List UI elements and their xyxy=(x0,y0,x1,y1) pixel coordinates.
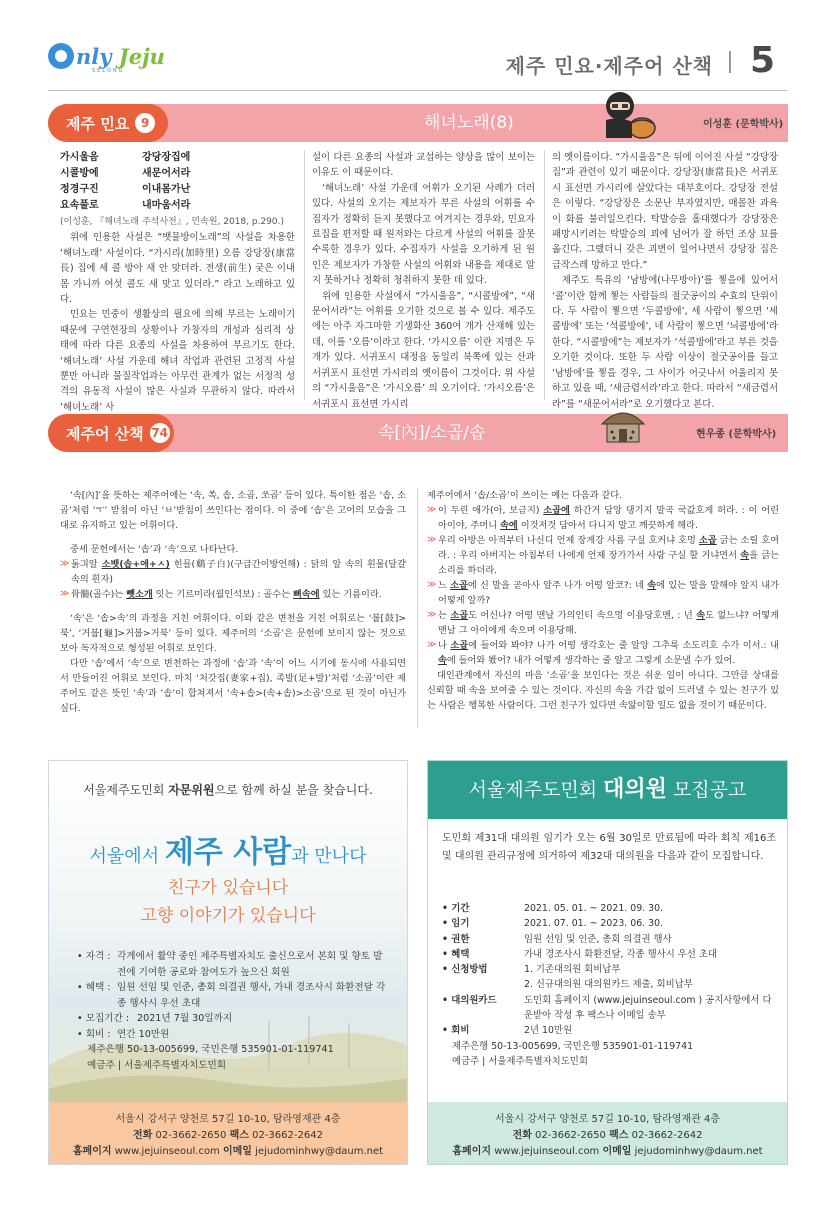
paragraph: 대인관계에서 자신의 마음 ‘소곱’을 보인다는 것은 쉬운 일이 아니다. 그만큼 상대를 신뢰할 때 속을 보여줄 수 있는 것이다. 자신의 속을 가감 없이 드러낼 수 있는 친구가 있는 사람은 행복한 사람이다. 그런 친구가 있다면 속앓이할 일도 없을 것이기 때문이다. xyxy=(427,670,780,711)
web-email: 홈페이지 www.jejuinseoul.com 이메일 jejudominhwy@daum.net xyxy=(452,1146,763,1157)
jeju-dialect-tab-number: 74 xyxy=(150,423,170,443)
folk-song-author: 이성훈 (문학박사) xyxy=(703,119,784,130)
paragraph: 제주도 특유의 ‘남방에(나무방아)’를 찧을에 있어서 ‘콜’이란 함께 찧는 사람들의 절굿공이의 수효의 단위이다. 두 사람이 찧으면 ‘두콜방에’, 세 사람이 찧으면 ‘세콜방에’ 또는 ‘석콜방에’, 네 사람이 찧으면 ‘늬콜방에’라 한다. “시콜방에”는 제보자가 ‘석콜방에’라고 부른 것을 오기한 것이다. 또한 두 사람 이상이 절굿공이를 들고 ‘남방에’를 찧을 경우, 그 사이가 어긋나서 어울리지 못하고 있을 때, ‘새금렴서라’라고 한다. 따라서 “새금렴서라”를 “새문어서라”로 오기했다고 본다. xyxy=(552,275,778,410)
paragraph: 의 옛이름이다. “가시울음”은 뒤에 이어진 사설 “강당장집”과 관련이 있기 때문이다. 강당장(康當長)은 서귀포시 표선면 가시리에 살았다는 대부호이다. 강당장 전설은 이렇다. “강당장은 소문난 부자였지만, 매몰찬 과욕이 화를 불러일으킨다. 탁발승을 홀대했다가 강당장은 패망시키려는 탁발승의 꾀에 넘어가 잘 하던 조상 묘를 옮긴다. 그랬더니 갖은 괴변이 일어나면서 강당장 집은 급작스레 망하고 만다.” xyxy=(552,152,778,271)
homepage-link[interactable]: www.jejuinseoul.com xyxy=(491,1146,603,1157)
song-line: 내마움서라 xyxy=(142,200,191,211)
ad-detail-row: • 회비 : 연간 10만원 xyxy=(77,1028,170,1040)
paragraph: ‘속’은 ‘솝>속’의 과정을 거친 어휘이다. 이와 같은 변천을 거친 어휘로는 ‘붑[鼓]>북’, ‘거붑[龜]>거붑>거북’ 등이 있다. 제주어의 ‘소곱’은 문헌에 보이지 않는 것으로 보아 독자적으로 형성된 어휘로 보인다. xyxy=(60,613,406,654)
song-line: 시콜방에 xyxy=(60,168,99,179)
paragraph: 중세 문헌에서는 ‘솝’과 ‘속’으로 나타난다. xyxy=(70,544,239,555)
folk-song-column-3 xyxy=(552,150,778,412)
folk-song-column-2 xyxy=(312,150,535,412)
song-line: 이내몸가난 xyxy=(142,184,191,195)
paragraph: 민요는 민중이 생활상의 필요에 의해 부르는 노래이기 때문에 구연현장의 상황이나 가창자의 개성과 심리적 상태에 따라 다른 요종의 사설을 차용하여 부르기도 한다. ‘해녀노래’ 사설 가운데 해녀 작업과 관련된 고정적 사설뿐만 아니라 물질작업과는 아무런 관계가 없는 서정적 성격의 유동적 사설이 많은 사실과 무관하지 않다. 따라서 ‘해녀노래’ 사 xyxy=(60,309,295,413)
jeju-dialect-tab-label: 제주어 산책 xyxy=(66,424,144,443)
folk-song-tab-number: 9 xyxy=(135,113,155,133)
paragraph: ‘해녀노래’ 사설 가운데 어휘가 오기된 사례가 더러 있다. 사설의 오기는 제보자가 부른 사설의 어휘를 수집자가 정확히 듣지 못했다고 여겨지는 경우와, 민요자료집을 편저할 때 원저와는 다르게 사설의 어휘를 잘못 수록한 경우가 있다. 수집자가 사설을 오기하게 된 원인은 제보자가 가창한 사설의 어휘와 내용을 제대로 알지 못하거나 정확히 청취하지 못한 데 있다. xyxy=(312,182,535,287)
logo-o-mark xyxy=(48,43,74,69)
song-source: (이성훈, 『해녀노래 주석사전』, 민속원, 2018, p.290.) xyxy=(60,217,285,227)
paragraph: 제주어에서 ‘솝/소곱’이 쓰이는 예는 다음과 같다. xyxy=(427,490,623,501)
account-holder: 예금주 | 서울제주특별자치도민회 xyxy=(87,1059,227,1071)
address: 서울시 강서구 양천로 57길 10-10, 탐라영재관 4층 xyxy=(115,1114,341,1125)
page-section-title: 제주 민요·제주어 산책 xyxy=(505,54,713,78)
folk-song-column-1 xyxy=(60,150,295,415)
notice-row: • 기간 2021. 05. 01. ~ 2021. 09. 30. xyxy=(442,901,776,916)
quote-example: ≫ 骨髓(골수)는 뼷소개 잇는 기르미라(월인석보) : 골수는 뼈속에 있는 기름이라. xyxy=(60,587,406,602)
notice-row: • 신청방법 1. 기존대의원 회비납부 xyxy=(442,962,776,977)
song-line: 정경구진 xyxy=(60,184,99,195)
ad-detail-row: • 모집기간 : 2021년 7월 30일까지 xyxy=(77,1013,233,1024)
ad-subline: 고향 이야기가 있습니다 xyxy=(140,906,316,926)
phone-fax: 전화 02-3662-2650 팩스 02-3662-2642 xyxy=(512,1130,703,1141)
notice-details xyxy=(442,901,776,1069)
song-lyrics xyxy=(60,150,295,213)
usage-example: ≫ 우리 아방은 아적부터 나신디 언제 장게강 사름 구실 호커냐 호멍 소곱 긁는 소릴 호여라. : 우리 아버지는 아침부터 나에게 언제 장가가서 사람 구실 할 거냐면서 속을 긁는 소리를 하더라. xyxy=(427,533,779,578)
delegate-recruitment-notice xyxy=(427,760,788,1165)
song-line: 새문어서라 xyxy=(142,168,191,179)
ad-detail-row: • 혜택 : 임원 선임 및 인준, 총회 의결권 행사, 가내 경조사시 화환전달 각종 행사시 우선 초대 xyxy=(77,982,386,1009)
notice-row: • 대의원카드 도민회 홈페이지 (www.jejuinseoul.com ) 공지사항에서 다운받아 작성 후 팩스나 이메일 송부 xyxy=(442,993,776,1024)
address: 서울시 강서구 양천로 57길 10-10, 탐라영재관 4층 xyxy=(495,1114,720,1125)
notice-row: • 회비 2년 10만원 xyxy=(442,1023,776,1038)
header-rule xyxy=(48,90,787,91)
quote-example: ≫ 둙긔알 소뱃(솝+애+ㅅ) 힌믈(鷄子白)(구급간이방언해) : 닭의 알 속의 흰물(달걀 속의 흰자) xyxy=(60,557,406,587)
dialect-left-column xyxy=(60,488,406,716)
only-jeju-logo xyxy=(48,34,165,78)
ad-slogan: 서울에서 제주 사람과 만나다 xyxy=(89,835,367,870)
usage-example: ≫ 는 소곱도 어신나? 어떵 맨날 가의인티 속으멍 이용당호멘, : 넌 속도 없느냐? 어떻게 맨날 그 아이에게 속으며 이용당해. xyxy=(427,608,779,638)
bank-accounts: 제주은행 50-13-005699, 국민은행 535901-01-119741 xyxy=(452,1040,694,1052)
email-link[interactable]: jejudominhwy@daum.net xyxy=(631,1146,763,1157)
column-divider xyxy=(304,150,305,400)
homepage-link[interactable]: www.jejuinseoul.com xyxy=(111,1146,223,1157)
folk-song-title: 해녀노래(8) xyxy=(424,113,514,133)
ad-subline: 친구가 있습니다 xyxy=(167,878,289,898)
notice-row: • 혜택 가내 경조사시 화환전달, 각종 행사시 우선 초대 xyxy=(442,947,776,962)
jeju-dialect-title: 속[內]/소곱/솝 xyxy=(378,423,486,443)
jeju-dialect-tab xyxy=(48,414,174,452)
logo-jeju-text: Jeju xyxy=(118,43,165,69)
advisor-recruitment-ad xyxy=(48,760,408,1165)
web-email: 홈페이지 www.jejuinseoul.com 이메일 jejudominhwy@daum.net xyxy=(72,1146,384,1157)
paragraph: 다만 ‘솝’에서 ‘속’으로 변천하는 과정에 ‘솝’과 ‘속’이 어느 시기에 동시에 사용되면서 만들어진 어휘로 보인다. 마치 ‘처갓집(妻家+집), 족발(足+발)’처럼 ‘소곱’이란 제주어도 같은 뜻인 ‘속’과 ‘솝’이 합쳐져서 ‘속+솝>(속+솝)>소곱’으로 된 것이 아닌가 싶다. xyxy=(60,658,406,714)
notice-row: • 권한 임원 선임 및 인준, 총회 의결권 행사 xyxy=(442,932,776,947)
paragraph: 설이 다른 요종의 사설과 교섭하는 양상을 많이 보이는 이유도 이 때문이다. xyxy=(312,152,535,179)
notice-row: • 임기 2021. 07. 01. ~ 2023. 06. 30. xyxy=(442,916,776,931)
logo-sub-text: SELONG xyxy=(92,68,125,74)
song-line: 요속풀로 xyxy=(60,200,99,211)
usage-example: ≫ 느 소곱에 신 말을 곧아사 알주 나가 어떵 알코?: 네 속에 있는 말을 말해야 알지 내가 어떻게 알까? xyxy=(427,578,779,608)
paragraph: ‘속[內]’을 뜻하는 제주어에는 ‘속, 쏙, 솝, 소곱, 쏘곱’ 등이 있다. 특이한 점은 ‘솝, 소곱’처럼 ‘ㅜ’ 받침이 아닌 ‘ㅂ’받침이 쓰인다는 점이다. 이 중에 ‘솝’은 고어의 모습을 그대로 유지하고 있는 어휘이다. xyxy=(60,490,406,531)
folk-song-tab-label: 제주 민요 xyxy=(66,114,130,133)
page-number: 5 xyxy=(749,40,775,81)
notice-intro: 도민회 제31대 대의원 임기가 오는 6월 30일로 만료됨에 따라 회칙 제16조 및 대의원 관리규정에 의거하여 제32대 대의원을 다음과 같이 모집합니다. xyxy=(442,833,776,862)
paragraph: 위에 인용한 사설에서 “가시울음”, “시콜방에”, “새문어서라”는 어휘를 오기한 것으로 볼 수 있다. 제주도에는 아주 자그마한 기생화산 360여 개가 산재해 있는데, 이를 ‘오름’이라고 한다. ‘가시오름’ 이란 지명은 두 개가 있다. 서귀포시 대정읍 동일리 북쪽에 있는 산과 서귀포시 표선면 가시리의 옛이름이 그것이다. 위 사설의 “가시울음”은 ‘가시오름’ 의 오기이다. ‘가시오름’은 서귀포시 표선면 가시리 xyxy=(312,290,535,410)
notice-contact-footer xyxy=(428,1102,787,1164)
usage-example: ≫ 이 두린 애가(아, 보금지) 소곱에 하간거 담앙 댕기지 말곡 국값호게 허라. : 이 어린 아이야, 주머니 속에 이것저것 담아서 다니지 말고 깨끗하게 해라. xyxy=(427,503,779,533)
bank-accounts: 제주은행 50-13-005699, 국민은행 535901-01-119741 xyxy=(87,1044,334,1055)
ad-detail-row: • 자격 : 각계에서 활약 중인 제주특별자치도 출신으로서 본회 및 향토 발전에 기여한 공로와 참여도가 높으신 회원 xyxy=(77,951,383,978)
haenyeo-diver-icon xyxy=(598,86,658,144)
folk-song-tab xyxy=(48,104,168,142)
column-divider xyxy=(544,150,545,400)
logo-main-text: nly xyxy=(76,43,119,69)
thatched-house-icon xyxy=(600,402,646,446)
phone-fax: 전화 02-3662-2650 팩스 02-3662-2642 xyxy=(133,1130,323,1141)
jeju-dialect-author: 현우종 (문학박사) xyxy=(696,429,777,440)
column-divider xyxy=(417,488,418,728)
ad-details xyxy=(77,949,387,1073)
usage-example: ≫ 나 소곱에 들어와 봐야? 나가 어떵 생각호는 줄 알앙 그추룩 소도리호 수가 이서.: 내 속에 들어와 봤어? 내가 어떻게 생각하는 줄 알고 그렇게 소문낼 수가 있어. xyxy=(427,638,779,668)
paragraph: 위에 인용한 사설은 “뱃물방이노래”의 사설을 차용한 ‘해녀노래’ 사설이다. “가시리(加時里) 오름 강당장(康當長) 집에 세 콜 방아 새 안 맞더라. 전생(前生) 궂은 이내 몸 가니까 여섯 콜도 새 맞고 있더라.” 라고 노래하고 있다. xyxy=(60,232,295,306)
page-header xyxy=(0,0,835,96)
notice-heading: 서울제주도민회 대의원 모집공고 xyxy=(428,761,787,819)
folk-song-banner xyxy=(48,104,788,142)
jeju-dialect-banner xyxy=(48,414,788,452)
account-holder: 예금주 | 서울제주특별자치도민회 xyxy=(452,1055,588,1067)
header-divider xyxy=(729,51,731,73)
ad-contact-footer xyxy=(49,1102,407,1164)
dialect-right-column xyxy=(427,488,779,713)
song-line: 가시울음 xyxy=(60,152,99,163)
song-line: 강당장집에 xyxy=(142,152,191,163)
ad-lead: 서울제주도민회 자문위원으로 함께 하실 분을 찾습니다. xyxy=(83,783,373,797)
email-link[interactable]: jejudominhwy@daum.net xyxy=(251,1146,384,1157)
notice-row: 2. 신규대의원 대의원카드 제출, 회비납부 xyxy=(524,979,693,991)
